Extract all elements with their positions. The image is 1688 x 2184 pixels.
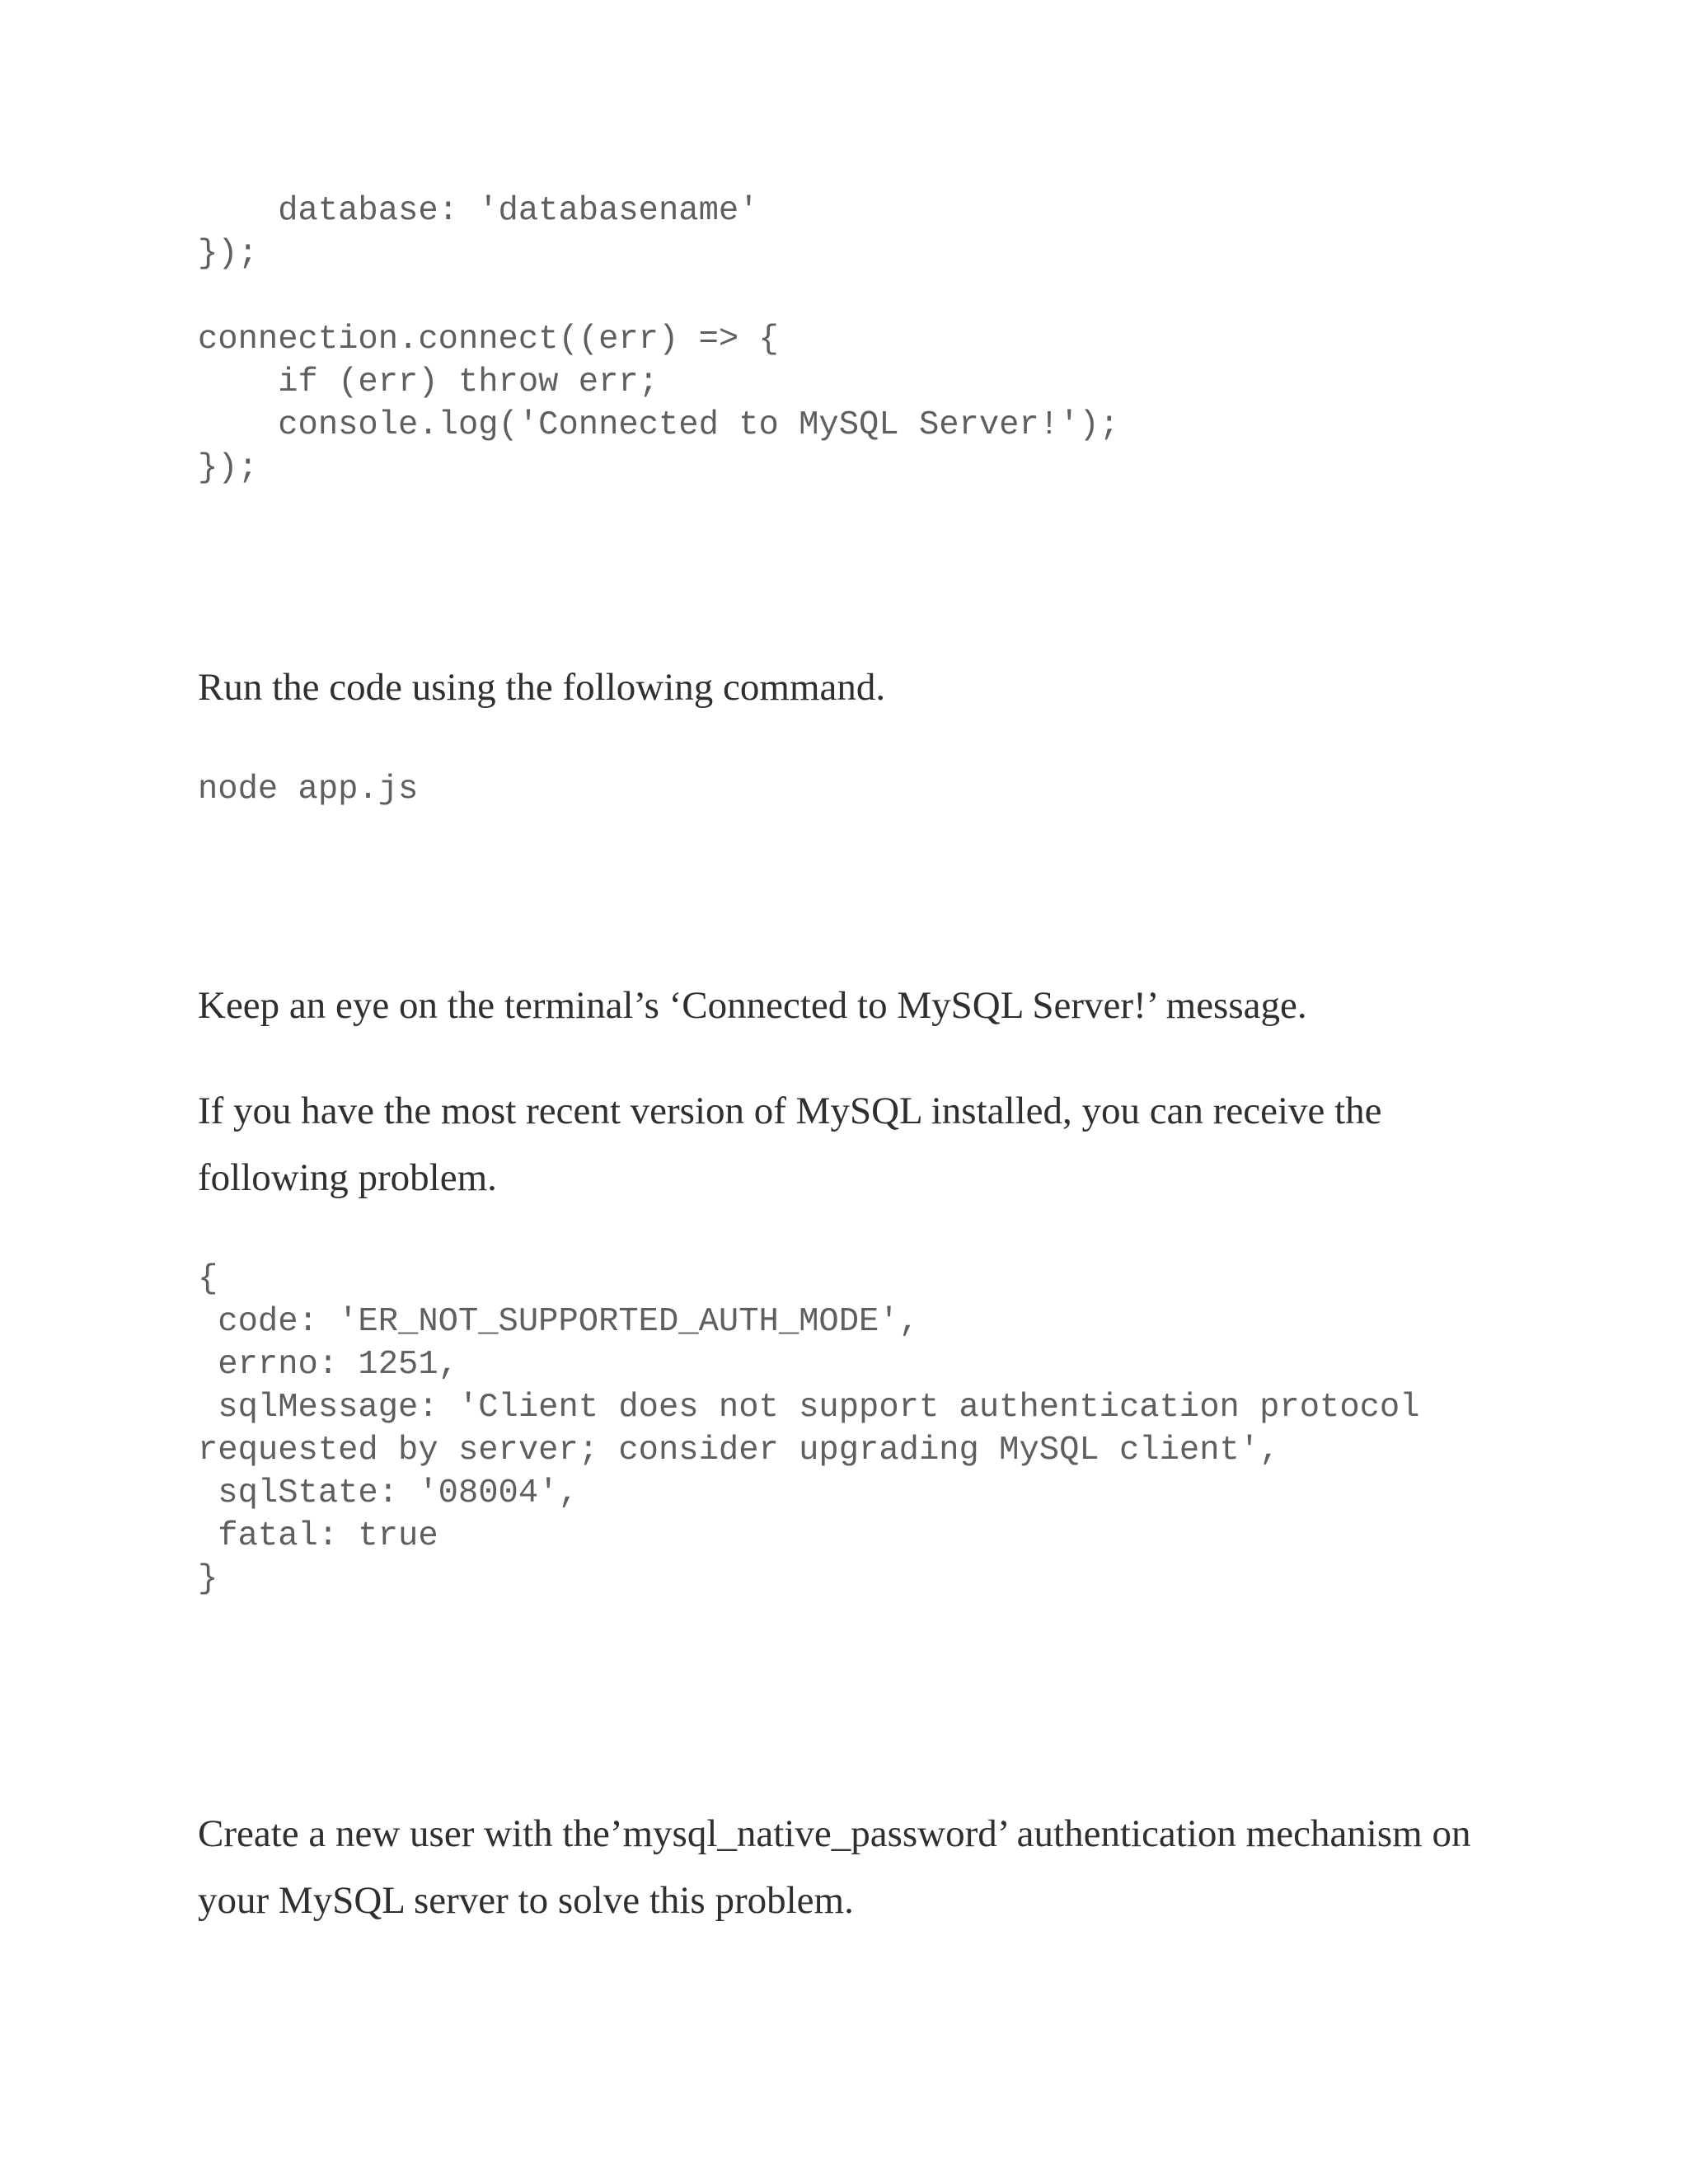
paragraph-run-code: Run the code using the following command. [198, 666, 886, 709]
code-block-error: { code: 'ER_NOT_SUPPORTED_AUTH_MODE', errno: 1251, sqlMessage: 'Client does not support authentication protocol requested by server; consider upgrading MySQL client', sqlState: '08004', fatal: true } [198, 1260, 1420, 1598]
code-block-command: node app.js [198, 771, 419, 808]
paragraph-recent-version: If you have the most recent version of MySQL installed, you can receive the following problem. [198, 1090, 1382, 1199]
code-block-connection: database: 'databasename' }); connection.connect((err) => { if (err) throw err; console.log('Connected to MySQL Server!'); }); [198, 192, 1119, 487]
paragraph-keep-eye: Keep an eye on the terminal’s ‘Connected to MySQL Server!’ message. [198, 984, 1307, 1027]
paragraph-create-user: Create a new user with the’mysql_native_password’ authentication mechanism on your MySQL server to solve this problem. [198, 1812, 1471, 1922]
